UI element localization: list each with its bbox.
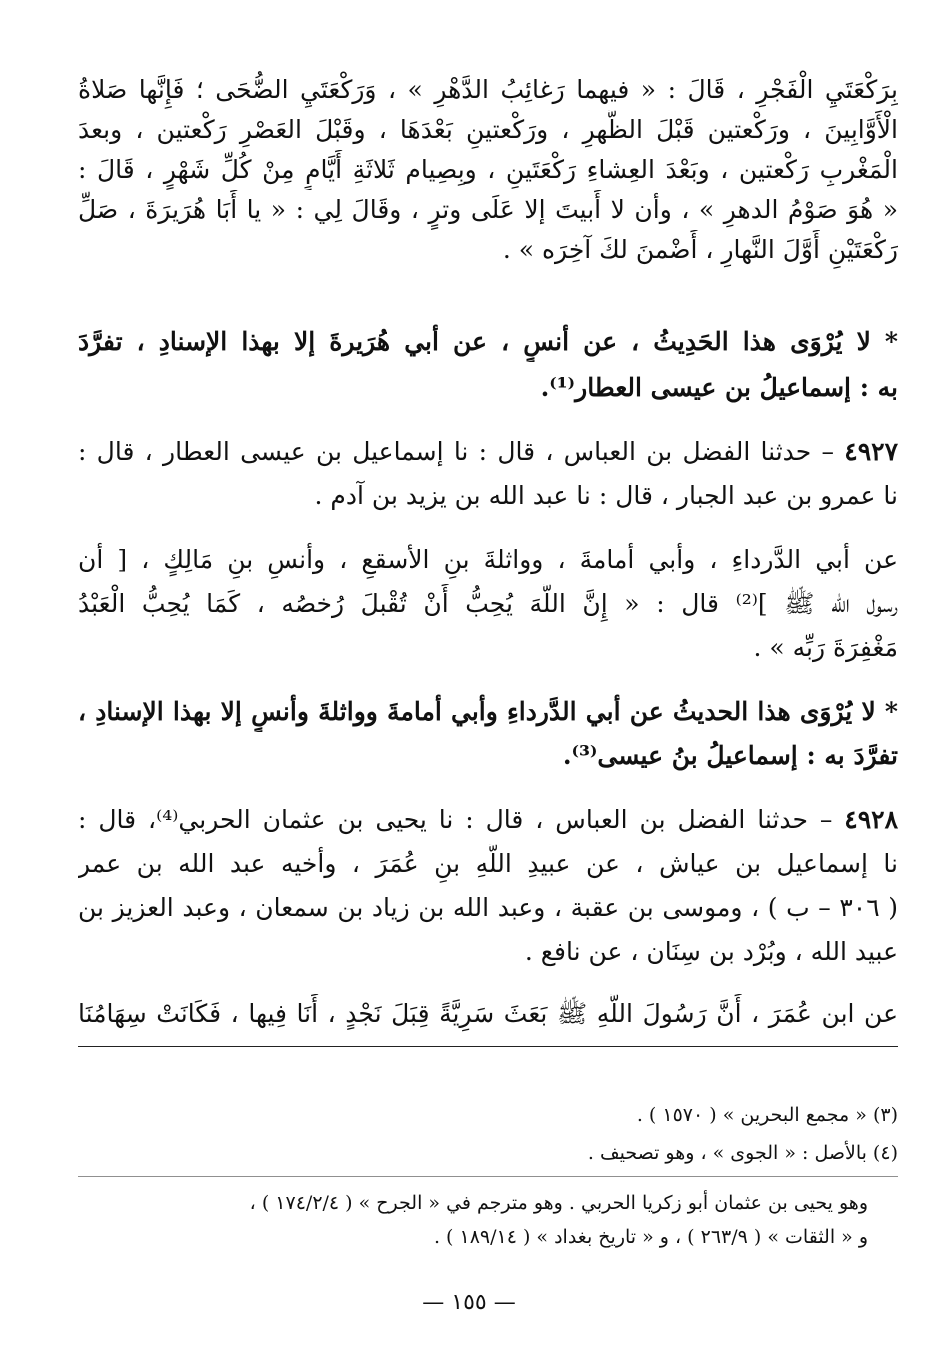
text-line: رسول الله ﷺ ]⁽²⁾ قال : « إِنَّ اللَّهَ يُحِبُّ أَنْ تُقْبلَ رُخصُه ، كَمَا يُحِبُّ الْعَبْدُ <box>78 589 898 618</box>
text-line: مَغْفِرَةَ رَبِّه » . <box>753 633 898 662</box>
text-line: عن ابن عُمَرَ ، أَنَّ رَسُولَ اللَّهِ ﷺ بَعَثَ سَرِيَّةً قِبَلَ نَجْدٍ ، أَنَا فِيها ، فَكَانَتْ سِهَامُنَا <box>78 999 898 1028</box>
footnote-3: (٣) « مجمع البحرين » ( ١٥٧٠ ) . <box>636 1104 898 1126</box>
text-line: « هُوَ صَوْمُ الدهرِ » ، وأن لا أَبيتَ إلا عَلَى وترٍ ، وقَالَ لِي : « يا أَبَا هُرَيرَةَ ، صَلِّ <box>78 195 898 224</box>
page-number: — ١٥٥ — <box>422 1290 516 1315</box>
text-line: نا عمرو بن عبد الجبار ، قال : نا عبد الله بن يزيد بن آدم . <box>314 481 898 510</box>
hadith-4927-line <box>78 432 898 472</box>
page-body <box>78 70 898 1340</box>
footnote-4: (٤) بالأصل : « الجوى » ، وهو تصحيف . <box>587 1142 898 1164</box>
footnote-4-continued: وهو يحيى بن عثمان أبو زكريا الحربي . وهو مترجم في « الجرح » ( ١٧٤/٢/٤ ) ، <box>249 1192 868 1214</box>
hadith-isnad: – حدثنا الفضل بن العباس ، قال : نا يحيى بن عثمان الحربي⁽⁴⁾، قال : <box>78 805 833 834</box>
text-line: رَكْعَتَيْنِ أَوَّلَ النَّهارِ ، أَضْمنَ لكَ آخِرَه » . <box>502 235 898 264</box>
text-line: الْأَوَّابِينَ ، ورَكْعتين قَبْلَ الظُّهرِ ، ورَكْعتينِ بَعْدَهَا ، وقَبْلَ العَصْرِ رَكْعتين ، وبعدَ <box>78 115 898 144</box>
text-line: عبيد الله ، وبُرْد بن سِنَان ، عن نافع . <box>524 937 898 966</box>
text-line: بِرَكْعَتَيِ الْفَجْرِ ، قَالَ : « فيهما رَغائِبُ الدَّهْرِ » ، وَرَكْعَتَيِ الضُّحَى ؛ فَإِنَّها صَلاةُ <box>78 75 898 104</box>
hadith-note: تفرَّدَ به : إسماعيلُ بنُ عيسى⁽³⁾. <box>562 741 898 770</box>
hadith-note: * لا يُرْوَى هذا الحديثُ عن أبي الدَّرداءِ وأبي أمامةَ وواثلةَ وأنسٍ إلا بهذا الإسنادِ ، <box>78 697 898 726</box>
text-line: الْمَغْربِ رَكْعتين ، وبَعْدَ العِشاءِ رَكْعَتَينِ ، وبِصِيام ثَلاثَةِ أَيَّامٍ مِنْ كُلِّ شَهْرٍ ، قَالَ : <box>78 155 898 184</box>
footnote-divider <box>78 1176 898 1177</box>
hadith-number: ٤٩٢٧ <box>844 437 898 466</box>
text-line: عن أبي الدَّرداءِ ، وأبي أمامةَ ، وواثلةَ بنِ الأسقعِ ، وأنسِ بنِ مَالِكٍ ، [ أن <box>78 545 898 574</box>
hadith-4928-line <box>78 800 898 840</box>
text-line: ( ٣٠٦ – ب ) ، وموسى بن عقبة ، وعبد الله بن زياد بن سمعان ، وعبد العزيز بن <box>78 893 898 922</box>
hadith-isnad: – حدثنا الفضل بن العباس ، قال : نا إسماعيل بن عيسى العطار ، قال : <box>78 437 835 466</box>
footnote-separator <box>78 1046 898 1047</box>
footnote-4-continued: و « الثقات » ( ٢٦٣/٩ ) ، و « تاريخ بغداد » ( ١٨٩/١٤ ) . <box>433 1226 868 1248</box>
hadith-note: به : إسماعيلُ بن عيسى العطار⁽¹⁾. <box>540 373 898 402</box>
text-line: نا إسماعيل بن عياش ، عن عبيدِ اللَّهِ بنِ عُمَرَ ، وأخيه عبد الله بن عمر <box>78 849 898 878</box>
hadith-number: ٤٩٢٨ <box>844 805 898 834</box>
hadith-note: * لا يُرْوَى هذا الحَدِيثُ ، عن أنسٍ ، عن أبي هُرَيرةَ إلا بهذا الإسنادِ ، تفرَّدَ <box>78 327 898 356</box>
